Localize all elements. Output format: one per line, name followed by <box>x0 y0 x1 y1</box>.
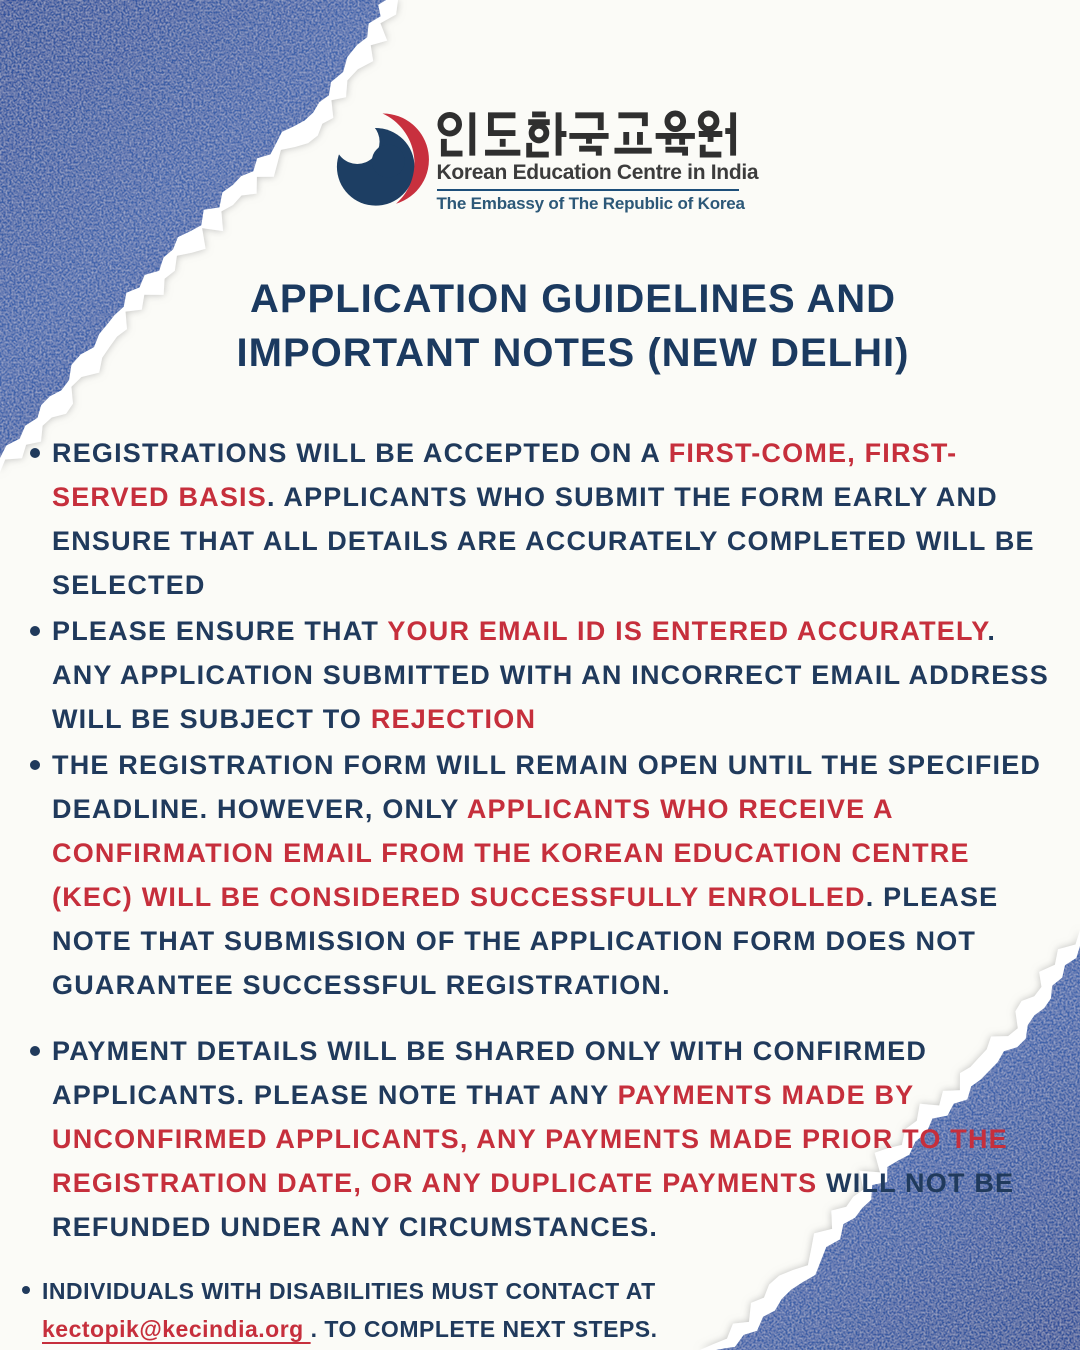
text-segment: . TO COMPLETE NEXT STEPS. <box>310 1316 658 1342</box>
bullet-dot <box>30 1046 40 1056</box>
bullet-text <box>52 431 1054 607</box>
guidelines-list <box>30 431 1054 1249</box>
text-segment: YOUR EMAIL ID IS ENTERED ACCURATELY <box>387 616 988 646</box>
title-line-1: APPLICATION GUIDELINES AND <box>249 277 897 321</box>
text-segment: REGISTRATIONS WILL BE ACCEPTED ON A <box>52 438 669 468</box>
bullet-dot <box>30 626 40 636</box>
text-segment: INDIVIDUALS WITH DISABILITIES MUST CONTACT AT <box>42 1278 656 1304</box>
list-item-confirmation <box>30 743 1054 1007</box>
list-item-registrations <box>30 431 1054 607</box>
bullet-dot <box>22 1286 30 1294</box>
text-segment: . ANY APPLICATION SUBMITTED WITH AN INCORRECT EMAIL ADDRESS WILL BE SUBJECT TO <box>52 616 1049 734</box>
bullet-text <box>52 609 1054 741</box>
text-segment: WILL NOT BE REFUNDED UNDER ANY CIRCUMSTANCES. <box>52 1168 1015 1242</box>
text-segment: APPLICANTS WHO RECEIVE A CONFIRMATION EMAIL FROM THE KOREAN EDUCATION CENTRE (KEC) WILL BE CONSIDERED SUCCESSFULLY ENROLLED <box>52 794 970 912</box>
logo-text-block <box>436 110 759 214</box>
logo-english-title: Korean Education Centre in India <box>436 161 759 184</box>
contact-email-link[interactable]: kectopik@kecindia.org <box>42 1316 311 1342</box>
title-line-2: IMPORTANT NOTES (NEW DELHI) <box>236 331 910 375</box>
text-segment: PAYMENTS MADE BY UNCONFIRMED APPLICANTS, ANY PAYMENTS MADE PRIOR TO THE REGISTRATION DATE, OR ANY DUPLICATE PAYMENTS <box>52 1080 1008 1198</box>
page-title <box>33 272 1080 380</box>
korean-logotype <box>437 110 739 158</box>
list-item-payments <box>30 1029 1054 1249</box>
footer-text <box>42 1272 740 1348</box>
bullet-dot <box>30 760 40 770</box>
taegeuk-logo-icon <box>334 110 431 214</box>
logo-embassy-line: The Embassy of The Republic of Korea <box>436 194 745 213</box>
bullet-dot <box>30 448 40 458</box>
logo <box>0 110 1080 214</box>
text-segment: PLEASE ENSURE THAT <box>52 616 388 646</box>
text-segment: PAYMENT DETAILS WILL BE SHARED ONLY WITH CONFIRMED APPLICANTS. PLEASE NOTE THAT ANY <box>52 1036 928 1110</box>
text-segment: . APPLICANTS WHO SUBMIT THE FORM EARLY AND ENSURE THAT ALL DETAILS ARE ACCURATELY COMPLETED WILL BE SELECTED <box>52 482 1035 600</box>
text-segment: THE REGISTRATION FORM WILL REMAIN OPEN UNTIL THE SPECIFIED DEADLINE. HOWEVER, ONLY <box>52 750 1042 824</box>
text-segment: FIRST-COME, FIRST-SERVED BASIS <box>52 438 958 512</box>
logo-divider <box>437 189 739 191</box>
bullet-text <box>52 743 1054 1007</box>
list-item-email-accuracy <box>30 609 1054 741</box>
bullet-text <box>52 1029 1054 1249</box>
footer-note <box>22 1272 740 1348</box>
text-segment: . PLEASE NOTE THAT SUBMISSION OF THE APPLICATION FORM DOES NOT GUARANTEE SUCCESSFUL REGISTRATION. <box>52 882 999 1000</box>
text-segment: REJECTION <box>370 704 537 734</box>
